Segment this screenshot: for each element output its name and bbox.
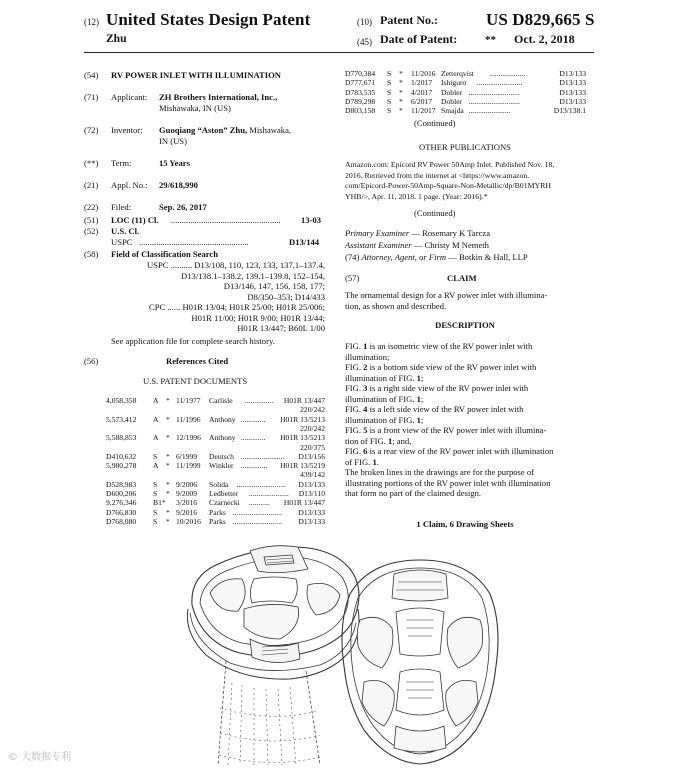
ref-name: Ledbetter: [209, 489, 239, 498]
ref-class: D13/133: [298, 479, 325, 489]
reference-row: [345, 88, 586, 97]
ref-name: Zetterqvist: [441, 69, 474, 78]
primary-examiner-label: Primary Examiner: [345, 228, 410, 238]
ref-number: D528,983: [106, 479, 137, 489]
ref-number: 5,588,853: [106, 433, 137, 443]
ref-star: *: [399, 78, 403, 88]
ref-kind: S: [153, 479, 158, 489]
ref-dots: ..........................: [236, 479, 286, 489]
code-term: (**): [84, 158, 99, 168]
field-line: D13/138.1–138.2, 139.1–139.8, 152–154,: [181, 270, 325, 281]
ref-class: H01R 13/5219: [280, 461, 325, 471]
ref-class: D13/138.1: [553, 106, 586, 116]
ref-dots: ......................: [468, 106, 511, 116]
us-docs-heading: U.S. PATENT DOCUMENTS: [143, 376, 248, 386]
ref-number: D783,535: [345, 87, 376, 97]
description-line: tion of FIG. 1; and,: [345, 435, 412, 446]
ref-class: H01R 13/447: [283, 498, 325, 508]
ref-dots: ..........................: [232, 507, 282, 517]
attorney: [345, 252, 528, 263]
ref-dots: ..............: [240, 461, 268, 471]
ref-date: 6/2017: [411, 96, 433, 106]
description-line: FIG. 5 is a front view of the RV power inlet with illumina-: [345, 425, 547, 435]
ref-name: Ishiguro: [441, 78, 467, 88]
reference-row: [106, 480, 325, 489]
field-line: USPC .......... D13/108, 110, 123, 133, 137.1–137.4,: [146, 260, 325, 270]
ref-star: *: [166, 461, 170, 471]
fig-number: 1: [416, 372, 421, 383]
inventor-city: Mishawaka,: [247, 125, 292, 135]
ref-class: H01R 13/5213: [280, 414, 325, 424]
ref-number: 9,276,346: [106, 498, 137, 508]
ref-name: Dobler: [441, 87, 463, 97]
ref-star: *: [166, 516, 170, 526]
field-line: H01R 13/447; B60L 1/00: [237, 323, 325, 333]
fig-number: 1: [372, 456, 377, 467]
reference-row: [345, 97, 586, 106]
ref-dots: .....................: [248, 489, 289, 498]
assistant-examiner-name: — Christy M Nemeth: [411, 240, 489, 250]
ref-date: 9/2009: [176, 489, 198, 498]
code-71: (71): [84, 92, 99, 102]
ref-date: 4/2017: [411, 87, 433, 97]
field-line: D13/146, 147, 156, 158, 177;: [223, 281, 325, 291]
ref-name: Solida: [209, 479, 229, 489]
ref-class: D13/156: [298, 451, 325, 461]
ref-class: D13/133: [298, 516, 325, 526]
ref-number: 5,573,412: [106, 414, 137, 424]
reference-row: [106, 489, 325, 498]
ref-dots: ........................: [476, 78, 523, 88]
ref-class: D13/110: [298, 489, 325, 498]
description-line: The broken lines in the drawings are for the purpose of: [345, 467, 535, 477]
reference-continuation: [106, 424, 325, 433]
ref-cont-class: 220/375: [300, 442, 325, 452]
ref-cont-class: 439/142: [300, 470, 325, 480]
ref-name: Deutsch: [209, 451, 234, 461]
uscl-label: U.S. Cl.: [111, 226, 140, 236]
code-45: (45): [357, 37, 372, 47]
ref-kind: A: [153, 461, 159, 471]
loc-dots: ...................................................: [171, 215, 281, 225]
ref-class: D13/133: [559, 78, 586, 88]
ref-number: D789,298: [345, 96, 376, 106]
ref-number: D777,671: [345, 78, 376, 88]
ref-dots: .......................: [240, 451, 285, 461]
code-72: (72): [84, 125, 99, 135]
field-search-lines: [111, 260, 325, 334]
ref-number: D770,384: [345, 69, 376, 78]
field-line: H01R 11/00; H01R 9/00; H01R 13/44;: [191, 312, 325, 323]
ref-star: *: [166, 396, 170, 405]
assistant-examiner: [345, 240, 489, 251]
patent-date: Oct. 2, 2018: [514, 32, 575, 46]
ref-star: *: [166, 451, 170, 461]
filed-label: Filed:: [111, 202, 132, 212]
ref-name: Anthony: [209, 414, 236, 424]
attorney-name: — Botkin & Hall, LLP: [446, 252, 528, 262]
ref-date: 11/1996: [176, 414, 201, 424]
see-application: See application file for complete search history.: [111, 336, 275, 346]
date-label: Date of Patent:: [380, 32, 458, 46]
patent-number: US D829,665 S: [486, 10, 595, 29]
description-line: that form no part of the claimed design.: [345, 488, 482, 498]
field-line: D8/350–353; D14/433: [247, 291, 325, 302]
ref-name: Parks: [209, 516, 226, 526]
fig-number: 3: [363, 383, 368, 393]
ref-dots: .............: [240, 433, 266, 443]
ref-name: Anthony: [209, 433, 236, 443]
pub-line: Amazon.com: Epicord RV Power 50Amp Inlet. Published Nov. 18,: [345, 160, 555, 169]
reference-row: [345, 69, 586, 78]
ref-star: *: [166, 414, 170, 424]
ref-star: *: [166, 433, 170, 443]
ref-number: D768,080: [106, 516, 137, 526]
ref-kind: S: [387, 87, 392, 97]
uspc-label: USPC: [111, 237, 133, 247]
loc-label: LOC (11) Cl.: [111, 215, 159, 225]
fig-number: 2: [363, 362, 368, 372]
assistant-examiner-label: Assistant Examiner: [345, 240, 412, 250]
description-text: [345, 341, 587, 499]
code-22: (22): [84, 202, 99, 212]
reference-continuation: [106, 405, 325, 414]
ref-number: D600,206: [106, 489, 137, 498]
ref-date: 9/2006: [176, 479, 198, 489]
pub-line: YHB/>, Apr. 11, 2018. 1 page. (Year: 2016).*: [345, 191, 488, 201]
applicant-label: Applicant:: [111, 92, 148, 102]
ref-name: Winkler: [209, 461, 234, 471]
ref-date: 10/2016: [176, 516, 201, 526]
attorney-label: Attorney, Agent, or Firm: [361, 252, 447, 262]
code-58: (58): [84, 249, 99, 259]
ref-date: 12/1996: [176, 433, 201, 443]
ref-class: D13/133: [559, 87, 586, 97]
ref-date: 11/1977: [176, 396, 201, 405]
ref-star: *: [399, 87, 403, 97]
reference-row: [345, 106, 586, 115]
ref-cont-class: 220/242: [300, 423, 325, 433]
reference-continuation: [106, 470, 325, 479]
ref-kind: A: [153, 396, 159, 405]
fig-number: 1: [416, 393, 421, 404]
other-publications: [345, 160, 585, 202]
appl-label: Appl. No.:: [111, 180, 148, 190]
ref-star: *: [399, 106, 403, 116]
fig-number: 1: [363, 341, 368, 351]
ref-kind: S: [153, 516, 158, 526]
ref-number: D803,158: [345, 106, 376, 116]
ref-star: *: [166, 489, 170, 498]
inventor-country: IN (US): [159, 136, 187, 146]
code-10: (10): [357, 17, 372, 27]
ref-name: Parks: [209, 507, 226, 517]
field-line: CPC ...... H01R 13/04; H01R 25/00; H01R 25/006;: [149, 302, 325, 312]
ref-class: H01R 13/5213: [280, 433, 325, 443]
code-21: (21): [84, 180, 99, 190]
description-line: illustrating portions of the RV power inlet with illumination: [345, 477, 551, 488]
ref-kind: S: [153, 507, 158, 517]
description-line: illumination of FIG. 1;: [345, 414, 424, 425]
ref-name: Czarnecki: [209, 498, 240, 508]
code-12: (12): [84, 17, 99, 27]
ref-name: Carlisle: [209, 396, 233, 405]
ref-date: 1/2017: [411, 78, 433, 88]
uspc-dots: ...................................................: [139, 237, 249, 247]
description-line: FIG. 3 is a right side view of the RV power inlet with: [345, 383, 529, 393]
description-line: of FIG. 1.: [345, 456, 379, 467]
claim-text: [345, 290, 587, 311]
loc-value: 13-03: [301, 215, 322, 225]
appl-value: 29/618,990: [159, 180, 198, 190]
ref-kind: S: [387, 78, 392, 88]
reference-row: [106, 415, 325, 424]
ref-kind: S: [387, 69, 392, 78]
ref-dots: ..........................: [232, 516, 282, 526]
description-line: FIG. 1 is an isometric view of the RV power inlet with: [345, 341, 533, 351]
reference-row: [106, 461, 325, 470]
claim-line: tion, as shown and described.: [345, 300, 447, 311]
ref-name: Dobler: [441, 96, 463, 106]
watermark: © 大数据专利: [8, 752, 72, 763]
ref-name: Smajda: [441, 106, 464, 116]
term-value: 15 Years: [159, 158, 190, 168]
reference-row: [106, 433, 325, 442]
applicant-name: ZH Brothers International, Inc.,: [159, 92, 278, 102]
references-title: References Cited: [166, 356, 229, 366]
ref-dots: ...........................: [468, 87, 520, 97]
ref-dots: ...................: [489, 69, 526, 78]
ref-star: *: [399, 96, 403, 106]
description-line: illumination;: [345, 351, 390, 362]
code-51: (51): [84, 215, 99, 225]
fig-number: 1: [416, 414, 421, 425]
code-56: (56): [84, 356, 99, 366]
description-line: FIG. 2 is a bottom side view of the RV power inlet with: [345, 362, 537, 372]
code-57: (57): [345, 273, 360, 283]
document-title: United States Design Patent: [106, 10, 311, 29]
ref-date: 11/2016: [411, 69, 436, 78]
reference-row: [106, 452, 325, 461]
ref-kind: A: [153, 414, 159, 424]
ref-dots: .............: [240, 414, 266, 424]
primary-examiner: [345, 228, 490, 239]
ref-class: H01R 13/447: [283, 396, 325, 405]
ref-kind: S: [153, 489, 158, 498]
ref-star: *: [166, 507, 170, 517]
ref-number: D410,632: [106, 451, 137, 461]
header-rule: [84, 52, 594, 53]
continued-2: (Continued): [414, 208, 456, 218]
invention-title: RV POWER INLET WITH ILLUMINATION: [111, 70, 282, 80]
reference-row: [106, 517, 325, 526]
ref-date: 6/1999: [176, 451, 198, 461]
ref-number: D766,830: [106, 507, 137, 517]
inventor-line: [159, 125, 291, 136]
primary-examiner-name: — Rosemary K Tarcza: [409, 228, 491, 238]
term-stars: **: [485, 34, 496, 46]
ref-kind: B1*: [153, 498, 166, 508]
ref-kind: A: [153, 433, 159, 443]
ref-dots: ...............: [244, 396, 274, 405]
ref-kind: S: [387, 96, 392, 106]
code-54: (54): [84, 70, 99, 80]
claim-heading: CLAIM: [447, 273, 477, 283]
field-search-label: Field of Classification Search: [111, 249, 219, 259]
ref-date: 9/2016: [176, 507, 198, 517]
continued-1: (Continued): [414, 118, 456, 128]
patent-no-label: Patent No.:: [380, 13, 438, 27]
inventor-short: Zhu: [106, 33, 127, 45]
other-publications-heading: OTHER PUBLICATIONS: [419, 142, 511, 152]
code-52: (52): [84, 226, 99, 236]
ref-class: D13/133: [298, 507, 325, 517]
description-line: FIG. 6 is a rear view of the RV power inlet with illumination: [345, 446, 554, 456]
ref-date: 11/1999: [176, 461, 201, 471]
reference-row: [106, 508, 325, 517]
ref-dots: ...........: [248, 498, 270, 508]
claims-summary: 1 Claim, 6 Drawing Sheets: [416, 519, 514, 529]
ref-star: *: [166, 479, 170, 489]
fig-number: 5: [363, 425, 368, 435]
inventor-name: Guoqiang “Aston” Zhu,: [159, 125, 248, 135]
description-line: illumination of FIG. 1;: [345, 393, 424, 404]
ref-dots: ...........................: [468, 96, 520, 106]
ref-kind: S: [153, 451, 158, 461]
reference-row: [106, 396, 325, 405]
fig-number: 4: [363, 404, 368, 414]
front-view-drawing: [336, 554, 504, 768]
fig-number: 1: [387, 435, 393, 446]
reference-row: [345, 78, 586, 87]
fig-number: 6: [363, 446, 368, 456]
ref-number: 5,980,278: [106, 461, 137, 471]
reference-continuation: [106, 443, 325, 452]
ref-kind: S: [387, 106, 392, 116]
ref-date: 11/2017: [411, 106, 436, 116]
description-heading: DESCRIPTION: [435, 320, 495, 330]
description-line: FIG. 4 is a left side view of the RV power inlet with: [345, 404, 524, 414]
reference-row: [106, 498, 325, 507]
ref-class: D13/133: [559, 96, 586, 106]
filed-value: Sep. 26, 2017: [159, 202, 207, 212]
term-label: Term:: [111, 158, 132, 168]
code-74: (74): [345, 252, 360, 262]
applicant-city: Mishawaka, IN (US): [159, 103, 231, 113]
pub-line: com/Epicord-Power-50Amp-Square-Non-Metallic/dp/B01MYRH: [345, 181, 551, 190]
claim-line: The ornamental design for a RV power inlet with illumina-: [345, 290, 548, 300]
ref-cont-class: 220/242: [300, 405, 325, 415]
ref-date: 3/2016: [176, 498, 198, 508]
inventor-label: Inventor:: [111, 125, 143, 135]
ref-star: *: [399, 69, 403, 78]
pub-line: 2016. Retrieved from the internet at <https://www.amazon.: [345, 170, 530, 180]
uspc-value: D13/144: [289, 237, 320, 247]
ref-number: 4,058,358: [106, 396, 137, 405]
description-line: illumination of FIG. 1;: [345, 372, 424, 383]
ref-class: D13/133: [559, 69, 586, 78]
